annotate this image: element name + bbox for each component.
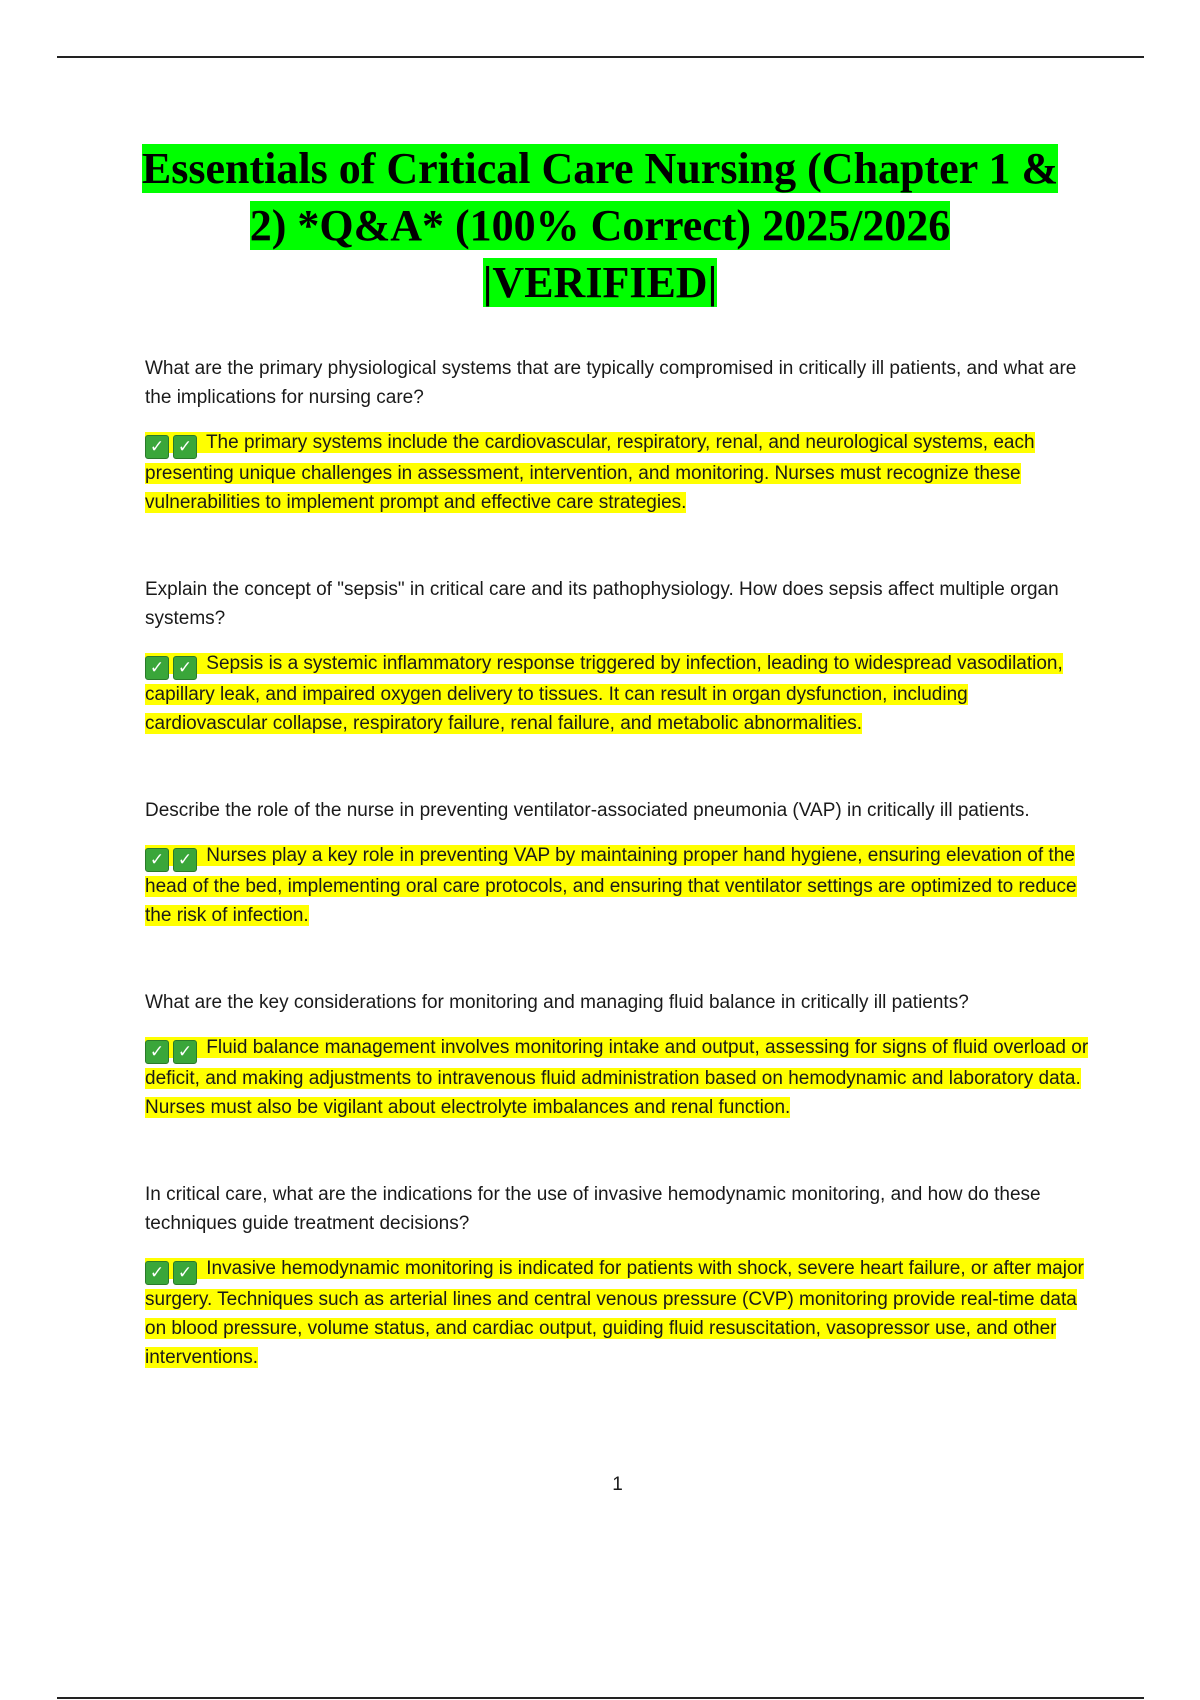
check-box-icon: ✓: [173, 656, 197, 680]
answer-text: Fluid balance management involves monitoring intake and output, assessing for signs of fluid overload or deficit, and making adjustments to intravenous fluid administration based on hemodynamic and laboratory data. Nurses must also be vigilant about electrolyte imbalances and renal function.: [145, 1037, 1089, 1118]
check-box-icon: ✓: [145, 1261, 169, 1285]
qa-item: [145, 796, 1090, 930]
answer-text: The primary systems include the cardiovascular, respiratory, renal, and neurological systems, each presenting unique challenges in assessment, intervention, and monitoring. Nurses must recognize these vulnerabilities to implement prompt and effective care strategies.: [145, 432, 1035, 513]
qa-item: [145, 988, 1090, 1122]
question-text: In critical care, what are the indications for the use of invasive hemodynamic monitoring, and how do these techniques guide treatment decisions?: [145, 1184, 1041, 1234]
answer-text: Nurses play a key role in preventing VAP by maintaining proper hand hygiene, ensuring elevation of the head of the bed, implementing oral care protocols, and ensuring that ventilator settings are optimized to reduce the risk of infection.: [145, 845, 1077, 926]
check-box-icon: ✓: [145, 656, 169, 680]
check-box-icon: ✓: [173, 435, 197, 459]
qa-item: [145, 1180, 1090, 1372]
answer-text: Sepsis is a systemic inflammatory response triggered by infection, leading to widespread vasodilation, capillary leak, and impaired oxygen delivery to tissues. It can result in organ dysfunction, including cardiovascular collapse, respiratory failure, renal failure, and metabolic abnormalities.: [145, 653, 1063, 734]
check-box-icon: ✓: [145, 435, 169, 459]
question-text: Describe the role of the nurse in preventing ventilator-associated pneumonia (VAP) in critically ill patients.: [145, 800, 1030, 821]
answer-block: [145, 428, 1090, 517]
page-number: 1: [612, 1474, 623, 1495]
check-box-icon: ✓: [145, 848, 169, 872]
check-box-icon: ✓: [145, 1040, 169, 1064]
check-box-icon: ✓: [173, 1040, 197, 1064]
question-text: What are the primary physiological systems that are typically compromised in critically ill patients, and what are the implications for nursing care?: [145, 358, 1077, 408]
document-title: Essentials of Critical Care Nursing (Chapter 1 & 2) *Q&A* (100% Correct) 2025/2026 |VERIFIED|: [141, 144, 1059, 307]
bottom-rule: [57, 1697, 1144, 1699]
answer-block: [145, 1033, 1090, 1122]
question-text: Explain the concept of "sepsis" in critical care and its pathophysiology. How does sepsis affect multiple organ systems?: [145, 579, 1059, 629]
top-rule: [57, 56, 1144, 58]
answer-block: [145, 649, 1090, 738]
answer-block: [145, 841, 1090, 930]
qa-list: [145, 354, 1090, 1430]
qa-item: [145, 354, 1090, 517]
answer-block: [145, 1254, 1090, 1372]
question-text: What are the key considerations for monitoring and managing fluid balance in critically ill patients?: [145, 992, 969, 1013]
check-box-icon: ✓: [173, 1261, 197, 1285]
check-box-icon: ✓: [173, 848, 197, 872]
answer-text: Invasive hemodynamic monitoring is indicated for patients with shock, severe heart failure, or after major surgery. Techniques such as arterial lines and central venous pressure (CVP) monitoring provide real-time data on blood pressure, volume status, and cardiac output, guiding fluid resuscitation, vasopressor use, and other interventions.: [145, 1258, 1084, 1368]
qa-item: [145, 575, 1090, 738]
